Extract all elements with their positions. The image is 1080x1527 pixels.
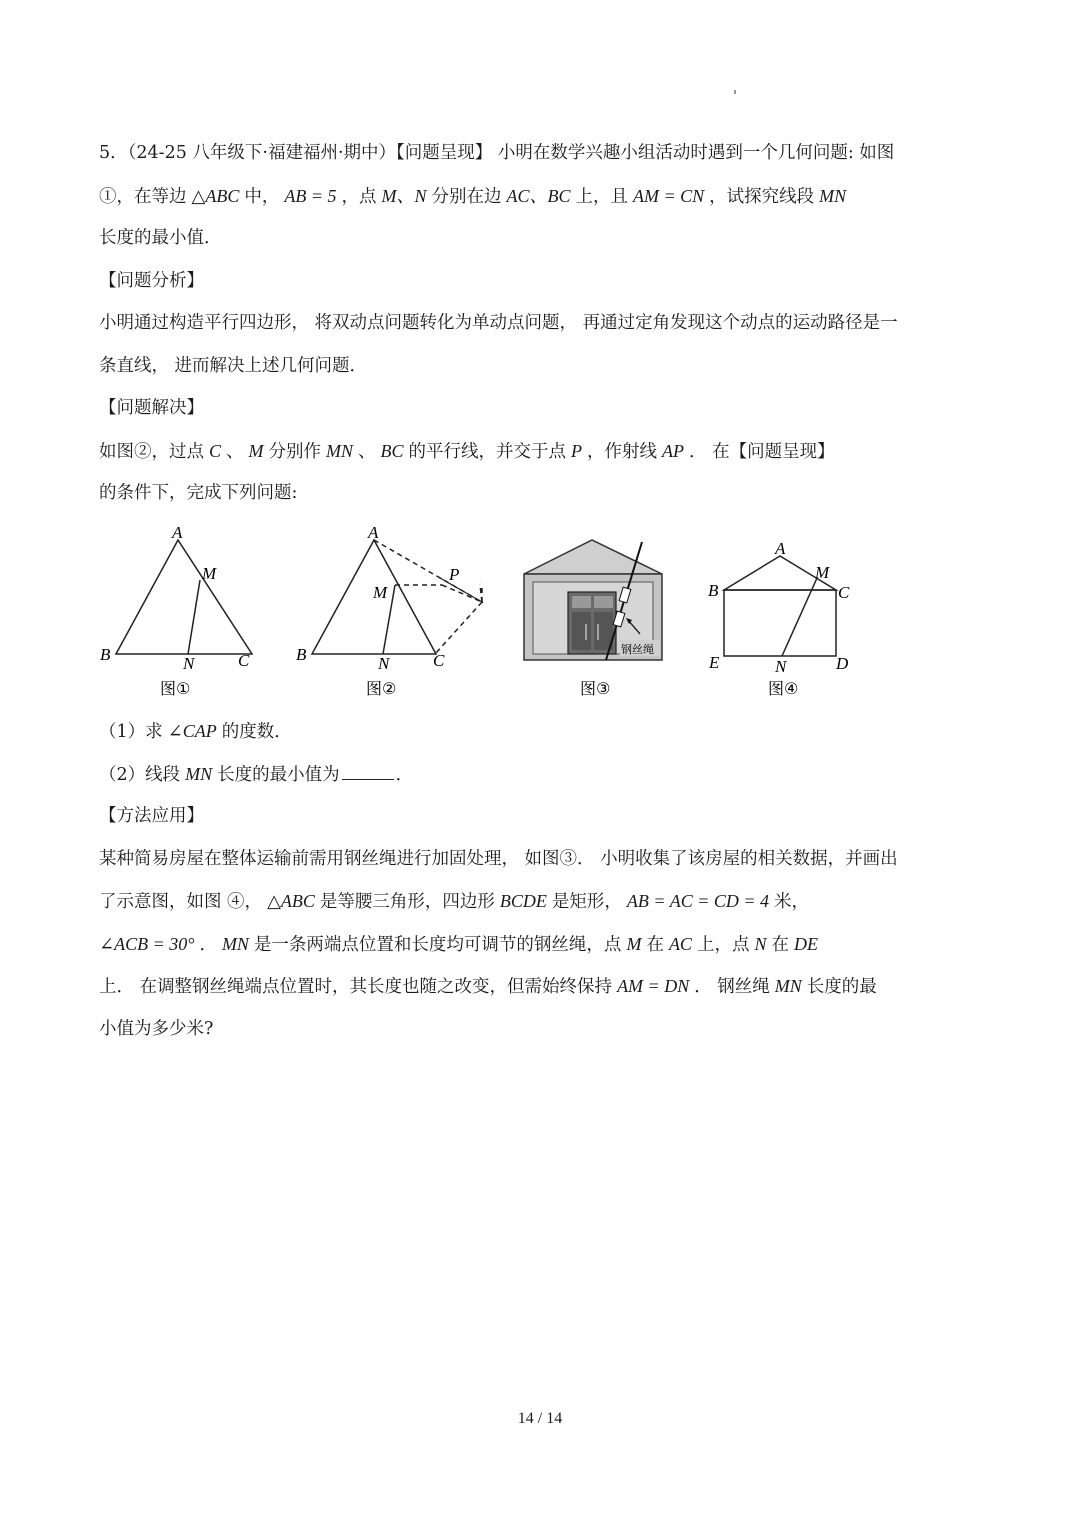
text-fragment: 某种简易房屋在整体运输前需用钢丝绳进行加固处理， 如图③． 小明收集了该房屋的相关数据，并画出 xyxy=(99,848,898,869)
application-line-4 xyxy=(99,965,984,1008)
intro-line-1 xyxy=(99,132,984,175)
problem-text-continued xyxy=(99,710,984,1050)
figures-svg xyxy=(90,516,990,706)
fig2-label-b: B xyxy=(296,645,307,664)
text-fragment: 是矩形， xyxy=(551,892,622,912)
page-number: 14 / 14 xyxy=(517,1410,563,1427)
fig2-label-c: C xyxy=(433,651,445,670)
application-line-2 xyxy=(99,880,984,923)
text-fragment: 的平行线，并交于点 xyxy=(408,441,567,462)
question-1 xyxy=(99,710,984,753)
text-fragment: 、 xyxy=(226,441,244,462)
figure-row xyxy=(90,516,990,706)
fig4-label-b: B xyxy=(708,581,719,600)
fig1-label-a: A xyxy=(172,523,183,542)
text-fragment: 是等腰三角形，四边形 xyxy=(319,892,495,912)
math-points-m-n: M、N xyxy=(381,185,427,206)
text-fragment: ，作射线 xyxy=(587,441,658,462)
heading-text: 【问题分析】 xyxy=(99,270,204,291)
application-heading xyxy=(99,795,984,838)
text-fragment: ． xyxy=(199,934,217,955)
text-fragment: 长度的最 xyxy=(806,977,877,997)
math-rect-bcde: BCDE xyxy=(499,891,547,911)
text-fragment: ①，在等边 xyxy=(99,186,187,207)
fig1-caption: 图① xyxy=(160,679,191,698)
figure-2-triangle xyxy=(312,540,482,654)
text-fragment: （1）求 xyxy=(99,722,163,742)
text-fragment: 小值为多少米? xyxy=(99,1018,214,1039)
math-mn: MN xyxy=(819,185,847,206)
stray-mark xyxy=(734,90,736,94)
solution-heading xyxy=(99,387,984,430)
fig2-label-n: N xyxy=(378,654,390,673)
math-point-c: C xyxy=(209,440,222,461)
text-fragment: ，试探究线段 xyxy=(709,186,815,207)
text-fragment: 中， xyxy=(244,186,280,207)
fig2-caption: 图② xyxy=(366,679,397,698)
text-fragment: 是一条两端点位置和长度均可调节的钢丝绳，点 xyxy=(253,934,622,955)
fig3-caption: 图③ xyxy=(580,679,611,698)
text-fragment: 的度数． xyxy=(221,722,292,742)
problem-number-and-intro: 5．（24-25 八年级下·福建福州·期中）【问题呈现】 小明在数学兴趣小组活动时遇到一个几何问题: 如图 xyxy=(99,143,895,163)
text-fragment: （2）线段 xyxy=(99,764,181,785)
math-triangle-abc: △ABC xyxy=(267,891,315,911)
figure-1-triangle xyxy=(116,540,252,654)
question-2 xyxy=(99,753,984,796)
fig4-label-a: A xyxy=(775,539,786,558)
fig2-label-p: P xyxy=(449,565,460,584)
math-point-m: M xyxy=(248,440,264,461)
application-line-5 xyxy=(99,1008,984,1051)
heading-text: 【方法应用】 xyxy=(99,806,204,826)
analysis-line-1 xyxy=(99,302,984,345)
text-fragment: 的条件下，完成下列问题: xyxy=(99,483,298,503)
math-point-n: N xyxy=(754,933,767,954)
text-fragment: 上，且 xyxy=(575,186,628,207)
problem-text xyxy=(99,132,984,515)
solution-line-1 xyxy=(99,430,984,473)
math-ac: AC xyxy=(668,933,692,954)
fig4-label-c: C xyxy=(838,583,850,602)
text-fragment: 了示意图，如图 ④， xyxy=(99,892,263,912)
text-fragment: 小明通过构造平行四边形， 将双动点问题转化为单动点问题， 再通过定角发现这个动点的运动路径是一 xyxy=(99,313,898,333)
math-angle-acb-30: ∠ACB = 30° xyxy=(99,933,195,954)
fig2-label-a: A xyxy=(368,523,379,542)
fig1-label-m: M xyxy=(202,564,217,583)
intro-line-3 xyxy=(99,217,984,260)
text-fragment: ． xyxy=(395,764,414,785)
answer-blank[interactable] xyxy=(342,759,394,780)
fig1-label-n: N xyxy=(183,654,195,673)
math-mn: MN xyxy=(185,763,213,784)
text-fragment: 、 xyxy=(358,441,376,462)
analysis-heading xyxy=(99,260,984,303)
math-mn: MN xyxy=(221,933,249,954)
math-ab-ac-cd-4: AB = AC = CD = 4 xyxy=(626,891,770,911)
fig4-label-d: D xyxy=(836,654,849,673)
application-line-1 xyxy=(99,838,984,881)
fig4-caption: 图④ xyxy=(768,679,799,698)
text-fragment: ． 钢丝绳 xyxy=(694,977,770,997)
math-bc: BC xyxy=(380,440,404,461)
math-de: DE xyxy=(793,933,818,954)
math-ab-equals-5: AB = 5 xyxy=(284,185,337,206)
text-fragment: 条直线， 进而解决上述几何问题． xyxy=(99,355,368,376)
fig1-label-b: B xyxy=(100,645,111,664)
figure-3-photo xyxy=(524,540,662,660)
text-fragment: 分别作 xyxy=(268,441,322,462)
math-sides-ac-bc: AC、BC xyxy=(506,185,571,206)
math-mn: MN xyxy=(774,976,802,996)
math-am-equals-cn: AM = CN xyxy=(633,185,705,206)
fig4-label-n: N xyxy=(775,657,787,676)
text-fragment: 上，点 xyxy=(696,934,750,955)
text-fragment: 长度的最小值． xyxy=(99,228,222,248)
solution-line-2 xyxy=(99,472,984,515)
text-fragment: 米， xyxy=(774,892,810,912)
math-point-m: M xyxy=(626,933,642,954)
math-angle-cap: ∠CAP xyxy=(167,721,217,741)
math-am-equals-dn: AM = DN xyxy=(617,976,690,996)
text-fragment: 如图②，过点 xyxy=(99,441,204,462)
analysis-line-2 xyxy=(99,345,984,388)
text-fragment: ，点 xyxy=(341,186,377,207)
text-fragment: 在 xyxy=(646,934,664,955)
fig1-label-c: C xyxy=(238,651,250,670)
fig4-label-e: E xyxy=(709,653,720,672)
fig2-label-m: M xyxy=(373,583,388,602)
fig4-label-m: M xyxy=(815,563,830,582)
text-fragment: 长度的最小值为 xyxy=(217,764,340,785)
text-fragment: ． 在【问题呈现】 xyxy=(689,441,835,462)
intro-line-2 xyxy=(99,175,984,218)
math-point-p: P xyxy=(571,440,583,461)
math-mn: MN xyxy=(326,440,354,461)
text-fragment: 分别在边 xyxy=(431,186,502,207)
application-line-3 xyxy=(99,923,984,966)
math-ray-ap: AP xyxy=(662,440,685,461)
text-fragment: 在 xyxy=(771,934,789,955)
heading-text: 【问题解决】 xyxy=(99,398,204,418)
fig3-wire-label: 钢丝绳 xyxy=(621,643,654,656)
text-fragment: 上． 在调整钢丝绳端点位置时，其长度也随之改变，但需始终保持 xyxy=(99,977,613,997)
math-triangle-abc: △ABC xyxy=(191,185,240,206)
